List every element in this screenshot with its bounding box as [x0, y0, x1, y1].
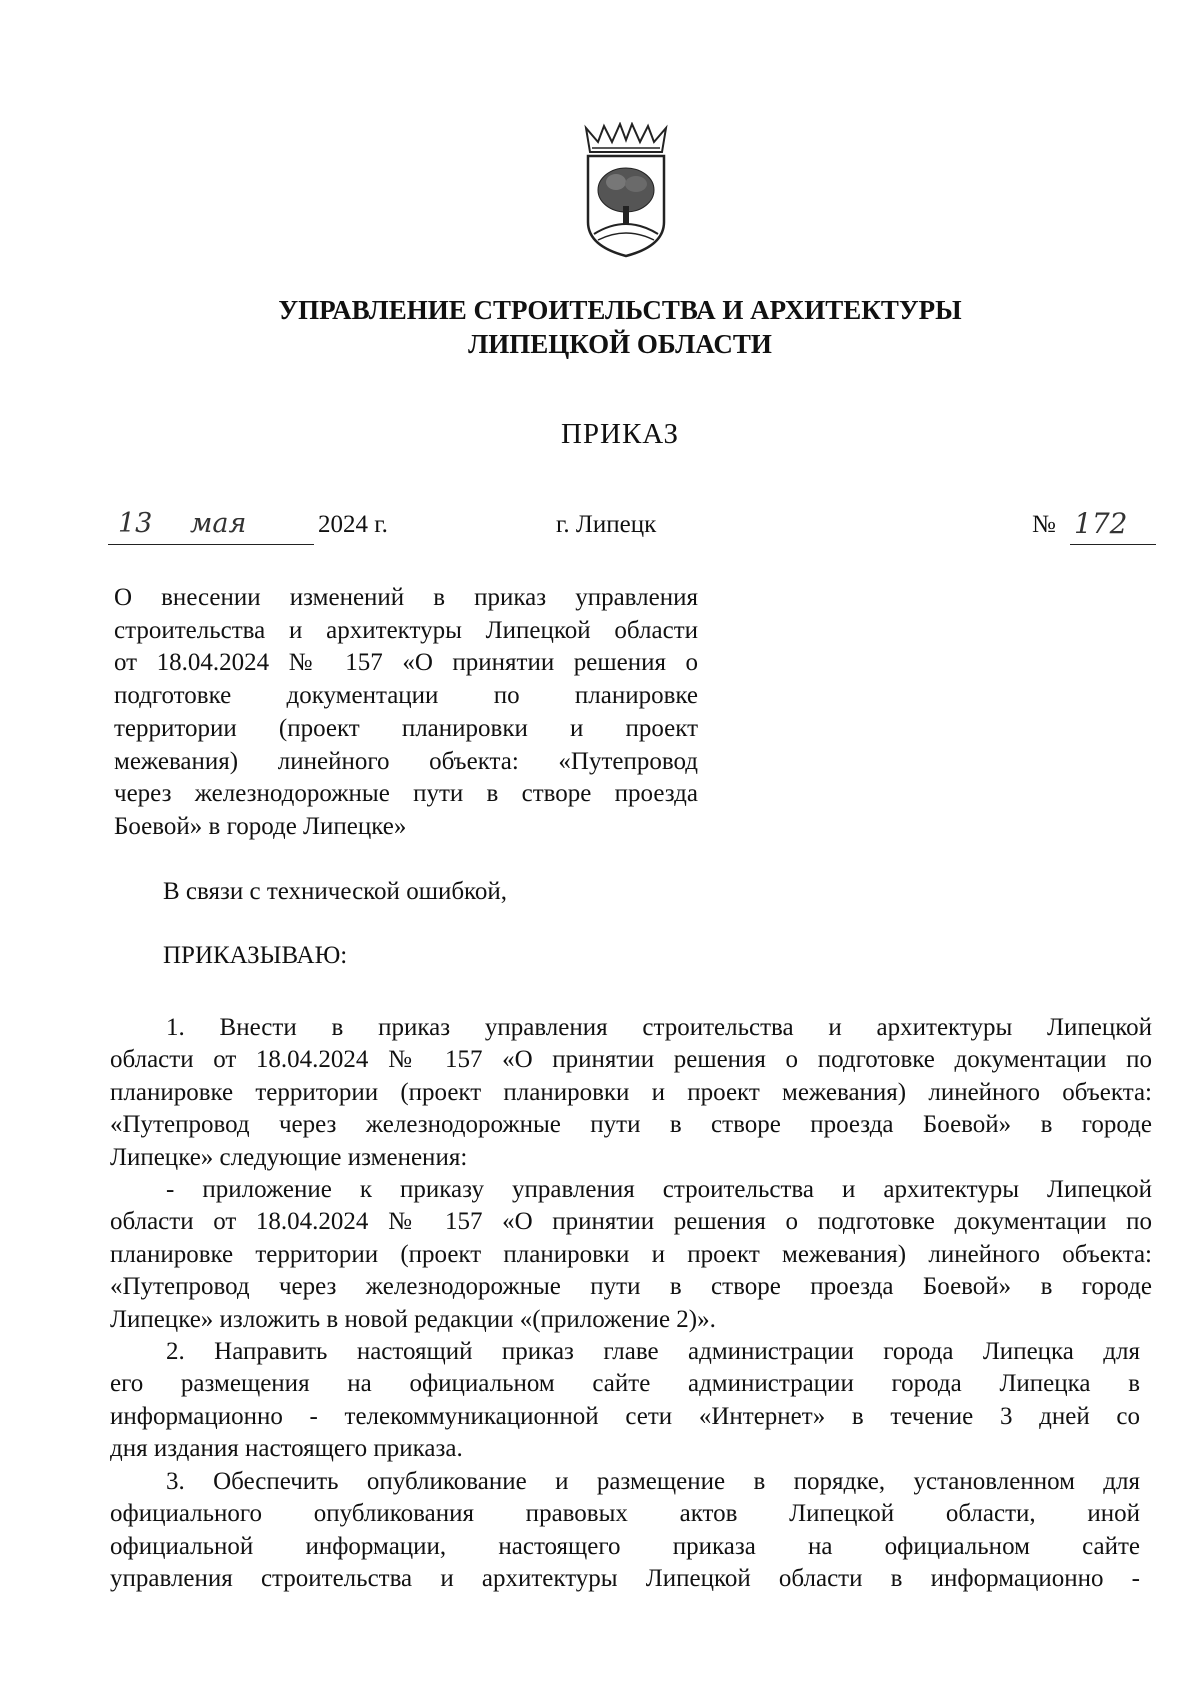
coat-of-arms-icon — [580, 122, 672, 260]
body-line: дня издания настоящего приказа. — [110, 1435, 463, 1463]
order-subject — [114, 582, 698, 844]
order-directive: ПРИКАЗЫВАЮ: — [163, 942, 348, 969]
organization-name — [0, 293, 1200, 361]
document-number: 172 — [1074, 507, 1128, 540]
body-line: 3. Обеспечить опубликование и размещение в порядке, установленном для — [166, 1467, 1140, 1495]
date-day: 13 — [118, 508, 153, 539]
body-line: области от 18.04.2024 № 157 «О принятии решения о подготовке документации по — [110, 1208, 1152, 1236]
body-line: Липецке» следующие изменения: — [110, 1143, 468, 1171]
body-line: «Путепровод через железнодорожные пути в створе проезда Боевой» в городе — [110, 1273, 1152, 1301]
date-month: мая — [190, 508, 247, 539]
preamble-text: В связи с технической ошибкой, — [163, 878, 508, 905]
subject-line: через железнодорожные пути в створе проезда — [114, 780, 698, 808]
document-city: г. Липецк — [556, 511, 657, 538]
subject-line: территории (проект планировки и проект — [114, 714, 698, 742]
body-line: его размещения на официальном сайте администрации города Липецка в — [110, 1370, 1140, 1398]
body-line: Липецке» изложить в новой редакции «(приложение 2)». — [110, 1305, 716, 1333]
subject-line: О внесении изменений в приказ управления — [114, 584, 698, 611]
body-line: 2. Направить настоящий приказ главе администрации города Липецка для — [166, 1338, 1140, 1366]
subject-line: строительства и архитектуры Липецкой области — [114, 616, 698, 644]
body-line: планировке территории (проект планировки и проект межевания) линейного объекта: — [110, 1078, 1152, 1106]
date-year: 2024 г. — [318, 511, 388, 538]
body-line: «Путепровод через железнодорожные пути в створе проезда Боевой» в городе — [110, 1111, 1152, 1139]
body-line: 1. Внести в приказ управления строительства и архитектуры Липецкой — [166, 1014, 1152, 1041]
body-line: официального опубликования правовых актов Липецкой области, иной — [110, 1500, 1140, 1528]
subject-line: от 18.04.2024 № 157 «О принятии решения о — [114, 649, 698, 677]
paragraph-1 — [110, 1012, 1152, 1174]
paragraph-3 — [110, 1466, 1140, 1596]
body-line: области от 18.04.2024 № 157 «О принятии решения о подготовке документации по — [110, 1046, 1152, 1074]
order-body — [110, 1012, 1152, 1595]
handwritten-number-field — [1070, 506, 1156, 545]
organization-name-line-1: УПРАВЛЕНИЕ СТРОИТЕЛЬСТВА И АРХИТЕКТУРЫ — [278, 295, 962, 325]
subject-line: подготовке документации по планировке — [114, 682, 698, 710]
body-line: планировке территории (проект планировки и проект межевания) линейного объекта: — [110, 1240, 1152, 1268]
organization-name-line-2: ЛИПЕЦКОЙ ОБЛАСТИ — [468, 329, 772, 359]
document-number-label: № — [1032, 511, 1056, 538]
subject-line: Боевой» в городе Липецке» — [114, 812, 407, 840]
handwritten-date-field — [108, 506, 314, 545]
paragraph-1-subitem — [110, 1174, 1152, 1336]
body-line: официальной информации, настоящего приказа на официальном сайте — [110, 1532, 1140, 1560]
body-line: - приложение к приказу управления строительства и архитектуры Липецкой — [166, 1176, 1152, 1204]
body-line: управления строительства и архитектуры Липецкой области в информационно - — [110, 1564, 1140, 1592]
subject-line: межевания) линейного объекта: «Путепровод — [114, 747, 698, 775]
paragraph-2 — [110, 1336, 1140, 1466]
document-type-title: ПРИКАЗ — [560, 418, 680, 450]
body-line: информационно - телекоммуникационной сети «Интернет» в течение 3 дней со — [110, 1402, 1140, 1430]
